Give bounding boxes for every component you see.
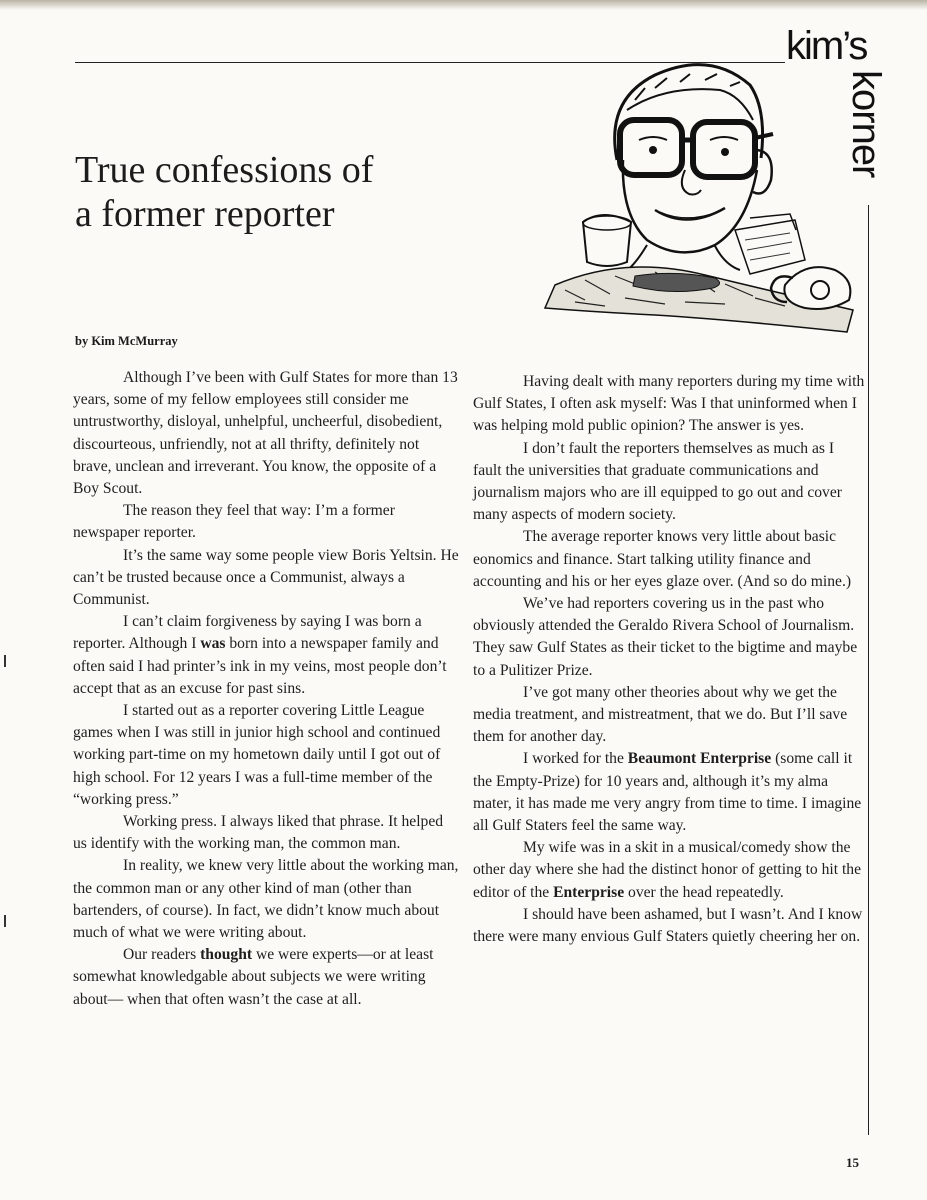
paragraph: Having dealt with many reporters during my time with Gulf States, I often ask myself: Was I that uninformed when I was helping mold public opinion? The answer is yes. [473, 373, 865, 435]
byline: by Kim McMurray [75, 334, 178, 348]
column-name-korner-text: korner [844, 70, 888, 178]
paragraph [473, 837, 865, 904]
text-run: I worked for the [523, 750, 628, 768]
scan-mark [4, 915, 6, 927]
text-run: (some call it the Empty-Prize) for 10 years and, although it’s my alma mater, it has made me very angry from time to time. I imagine all Gulf Staters feel the same way. [473, 750, 862, 835]
text-run: Our readers [123, 946, 201, 964]
scan-mark [4, 655, 6, 667]
paragraph: It’s the same way some people view Boris Yeltsin. He can’t be trusted because once a Communist, always a Communist. [73, 546, 459, 609]
emphasis-text: was [200, 635, 226, 653]
page-number: 15 [846, 1155, 859, 1170]
paragraph: Although I’ve been with Gulf States for more than 13 years, some of my fellow employees still consider me untrustworthy, disloyal, unhelpful, uncheerful, disobedient, discourteous, unfriendly, not at all thrifty, definitely not brave, unclean and irreverant. You know, the opposite of a Boy Scout. [73, 369, 458, 498]
title-line-2: a former reporter [75, 193, 335, 235]
paragraph: I started out as a reporter covering Little League games when I was still in junior high school and continued working part-time on my hometown daily until I got out of high school. For 12 years I was a full-time member of the “working press.” [73, 702, 441, 808]
paragraph: The average reporter knows very little about basic eonomics and finance. Start talking utility finance and accounting and his or her eyes glaze over. (And so do mine.) [473, 528, 852, 590]
publication-name: Enterprise [553, 883, 625, 901]
article-title [75, 148, 495, 236]
page-top-edge [0, 0, 927, 10]
paragraph: In reality, we knew very little about the working man, the common man or any other kind of man (other than bartenders, of course). In fact, we didn’t know much about much of what we were writing about. [73, 857, 459, 942]
text-run: My wife was in a skit in a musical/comedy show the other day where she had the distinct honor of getting to hit the editor of the [473, 839, 862, 901]
paragraph [73, 944, 460, 1011]
emphasis-text: thought [200, 946, 253, 964]
paragraph: We’ve had reporters covering us in the past who obviously attended the Geraldo Rivera School of Journalism. They saw Gulf States as their ticket to the bigtime and maybe to a Pulitizer Prize. [473, 595, 858, 679]
caricature-illustration [535, 40, 865, 340]
paragraph: I’ve got many other theories about why we get the media treatment, and mistreatment, that we do. But I’ll save them for another day. [473, 683, 848, 746]
article-column-2 [473, 371, 865, 948]
text-run: I can’t claim forgiveness by saying I was born a reporter. Although I [73, 613, 422, 653]
column-name-kims: kim’s [786, 24, 867, 68]
margin-rule [868, 205, 869, 1135]
text-run: over the head repeatedly. [624, 883, 784, 901]
article-column-1 [73, 367, 460, 1011]
paragraph [473, 748, 865, 837]
paragraph: The reason they feel that way: I’m a former newspaper reporter. [73, 502, 395, 542]
text-run: we were experts—or at least somewhat knowledgable about subjects we were writing about— when that often wasn’t the case at all. [73, 946, 434, 1008]
title-line-1: True confessions of [75, 149, 374, 191]
publication-name: Beaumont Enterprise [627, 750, 772, 768]
paragraph [73, 611, 460, 700]
text-run: born into a newspaper family and often said I had printer’s ink in my veins, most people don’t accept that as an excuse for past sins. [73, 635, 447, 697]
paragraph: I don’t fault the reporters themselves as much as I fault the universities that graduate communications and journalism majors who are ill equipped to go out and cover many aspects of modern society. [473, 439, 842, 524]
paragraph: Working press. I always liked that phrase. It helped us identify with the working man, the common man. [73, 813, 444, 853]
paragraph: I should have been ashamed, but I wasn’t. And I know there were many envious Gulf Staters quietly cheering her on. [473, 905, 863, 946]
